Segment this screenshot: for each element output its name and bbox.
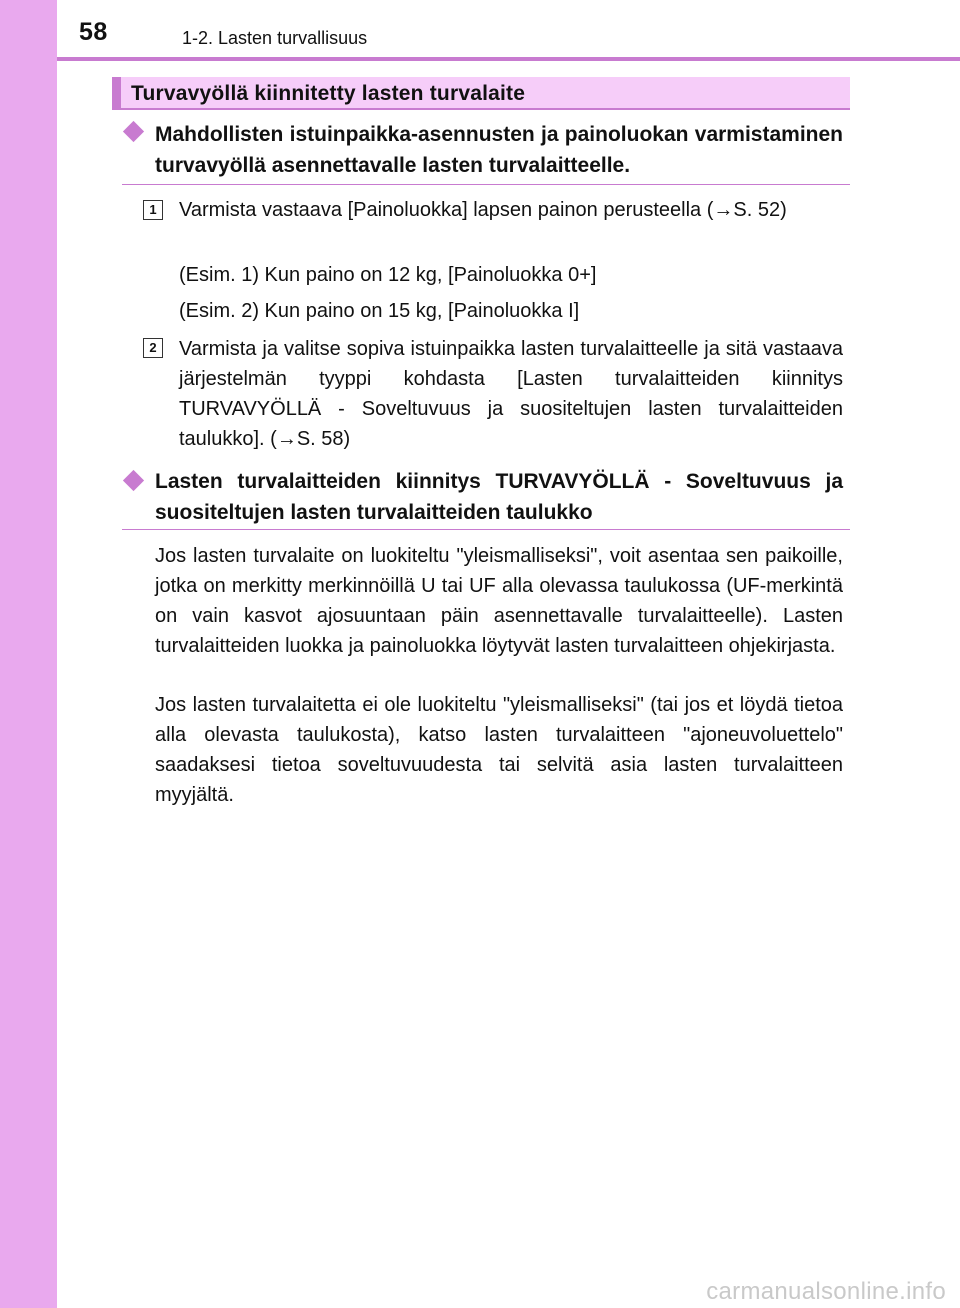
example-line: (Esim. 2) Kun paino on 15 kg, [Painoluokka I] — [179, 300, 580, 322]
subsection-divider — [122, 529, 850, 530]
footer-watermark: carmanualsonline.info — [706, 1278, 946, 1305]
page-number: 58 — [79, 18, 108, 46]
step-number-badge: 1 — [143, 200, 163, 220]
body-paragraph: Jos lasten turvalaitetta ei ole luokiteltu "yleismalliseksi" (tai jos et löydä tietoa alla olevasta taulukosta), katso lasten turvalaitteen "ajoneuvoluettelo" saadaksesi tietoa soveltuvuudesta tai selvitä asia lasten turvalaitteen myyjältä. — [155, 694, 843, 806]
step-text: Varmista vastaava [Painoluokka] lapsen painon perusteella (→S. 52) — [179, 199, 787, 221]
subsection-title: Lasten turvalaitteiden kiinnitys TURVAVYÖLLÄ - Soveltuvuus ja suositeltujen lasten turvalaitteiden taulukko — [155, 470, 843, 524]
subsection-divider — [122, 184, 850, 185]
side-tab-strip — [0, 0, 57, 1308]
diamond-bullet-icon — [123, 121, 144, 142]
example-line: (Esim. 1) Kun paino on 12 kg, [Painoluokka 0+] — [179, 264, 597, 286]
step-number-badge: 2 — [143, 338, 163, 358]
header-divider — [57, 57, 960, 61]
diamond-bullet-icon — [123, 470, 144, 491]
subsection-title: Mahdollisten istuinpaikka-asennusten ja painoluokan varmistaminen turvavyöllä asennettavalle lasten turvalaitteelle. — [155, 123, 843, 177]
chapter-title: 1-2. Lasten turvallisuus — [182, 28, 368, 48]
section-title: Turvavyöllä kiinnitetty lasten turvalaite — [131, 82, 526, 105]
body-paragraph: Jos lasten turvalaite on luokiteltu "yleismalliseksi", voit asentaa sen paikoille, jotka on merkitty merkinnöillä U tai UF alla olevassa taulukossa (UF-merkintä on vain kasvot ajosuuntaan päin asennettavalle turvalaitteelle). Lasten turvalaitteiden luokka ja painoluokka löytyvät lasten turvalaitteen ohjekirjasta. — [155, 545, 843, 657]
section-title-box — [112, 77, 850, 110]
step-text: Varmista ja valitse sopiva istuinpaikka lasten turvalaitteelle ja sitä vastaava järjestelmän tyyppi kohdasta [Lasten turvalaitteiden kiinnitys TURVAVYÖLLÄ - Soveltuvuus ja suositeltujen lasten turvalaitteiden taulukko]. (→S. 58) — [179, 338, 843, 450]
